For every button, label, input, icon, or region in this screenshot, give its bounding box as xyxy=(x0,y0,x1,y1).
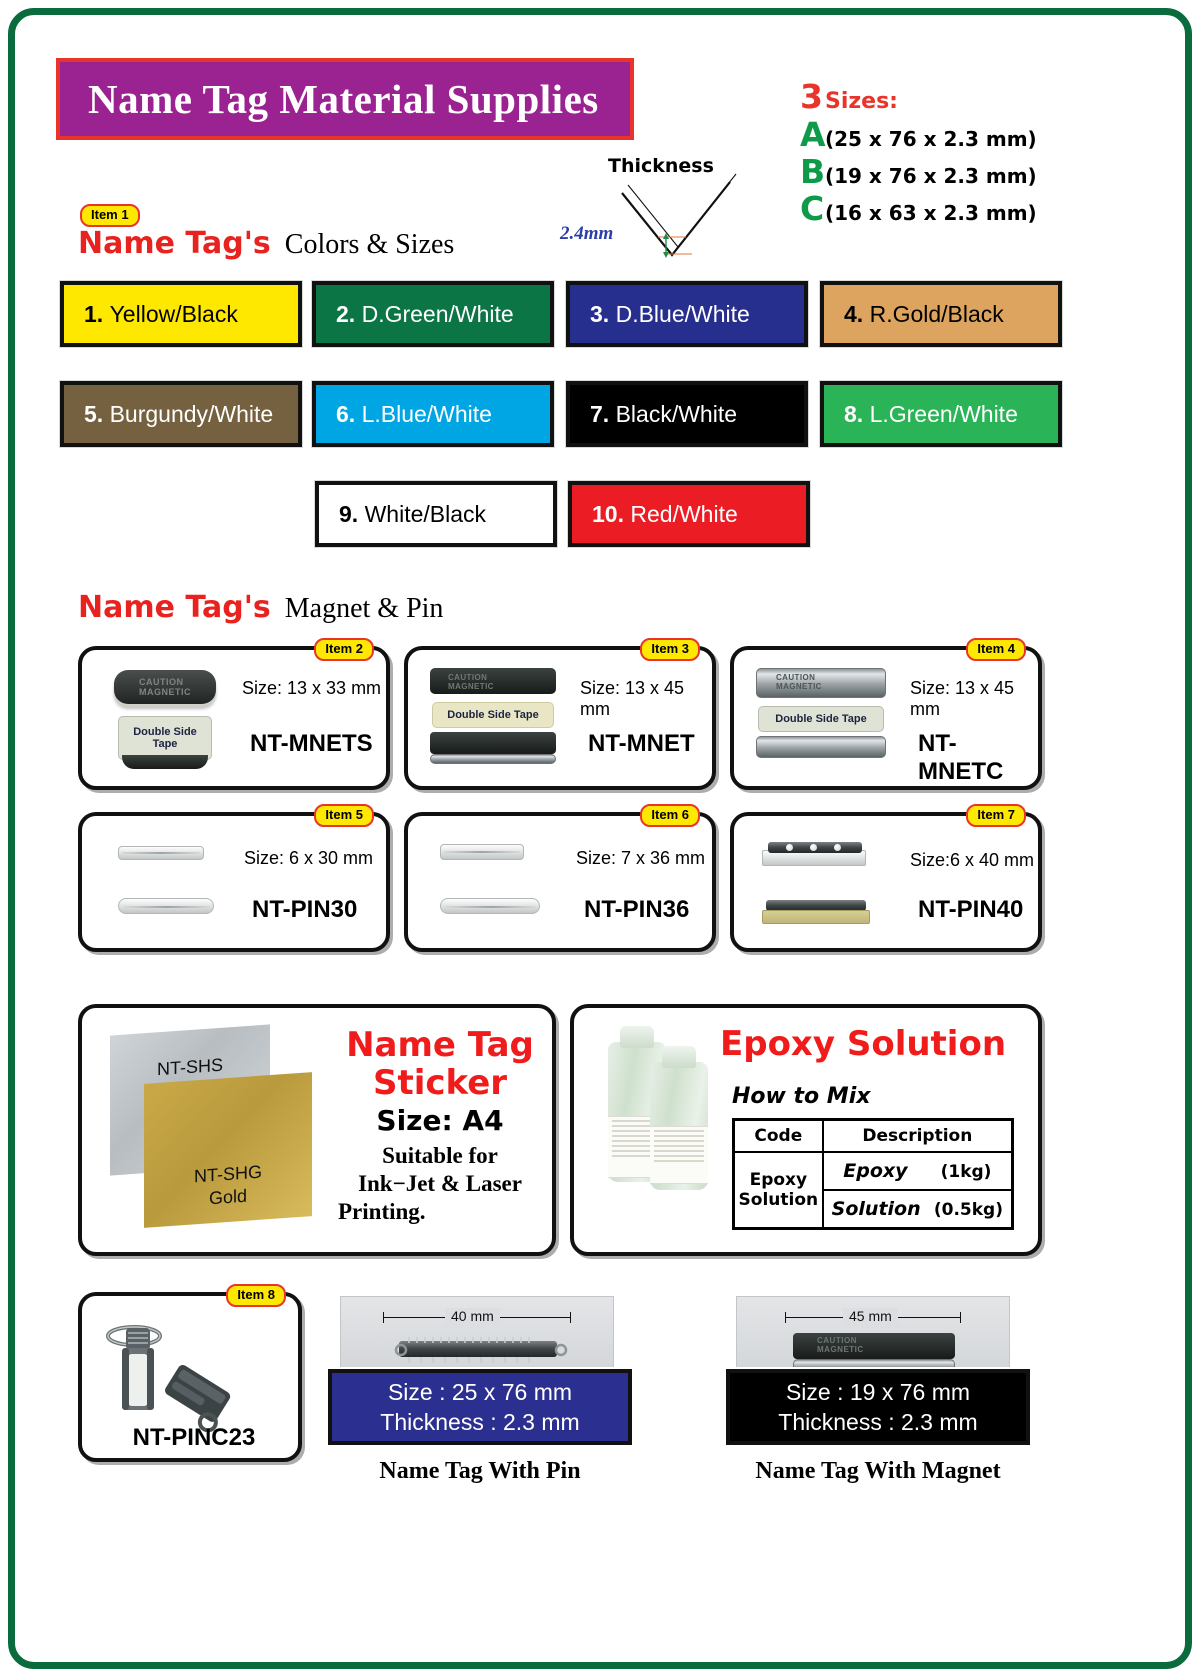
item-badge-7: Item 7 xyxy=(966,804,1026,827)
color-swatch-8[interactable] xyxy=(820,381,1062,447)
magnet-dimension-cap-right xyxy=(960,1312,961,1323)
color-swatch-3[interactable] xyxy=(566,281,808,347)
epoxy-mix-table xyxy=(732,1118,1014,1230)
thickness-diagram xyxy=(560,155,790,265)
product-code-item6: NT-PIN36 xyxy=(584,896,690,923)
product-card-item3[interactable] xyxy=(404,641,716,790)
table-row-epoxy xyxy=(734,1152,1013,1190)
colors-section-heading xyxy=(78,226,454,261)
swatch-num-9: 9. xyxy=(339,500,359,527)
double-side-tape-label-item4: Double Side Tape xyxy=(758,706,884,732)
magnet-panel-caption: Name Tag With Magnet xyxy=(755,1458,1001,1484)
color-swatch-7[interactable] xyxy=(566,381,808,447)
color-swatch-5[interactable] xyxy=(60,381,302,447)
swatch-name-5: Burgundy/White xyxy=(109,400,274,427)
sizes-legend xyxy=(800,77,1090,228)
how-to-mix-label: How to Mix xyxy=(732,1084,871,1109)
swatch-name-2: D.Green/White xyxy=(361,300,514,327)
sticker-note-line1: Suitable for xyxy=(382,1143,498,1168)
magnet-heading-red: Name Tag's xyxy=(78,590,271,625)
sticker-title-line2: Sticker xyxy=(372,1063,508,1104)
size-text-item5: Size: 6 x 30 mm xyxy=(244,848,374,868)
size-text-item7: Size:6 x 40 mm xyxy=(910,850,1035,870)
swatch-name-4: R.Gold/Black xyxy=(869,300,1004,327)
item-badge-3: Item 3 xyxy=(640,638,700,661)
swatch-num-2: 2. xyxy=(336,300,356,327)
sizes-count: 3 xyxy=(800,77,823,116)
swatch-name-10: Red/White xyxy=(630,500,738,527)
swatch-num-4: 4. xyxy=(844,300,864,327)
pin-adhesive-base-item7 xyxy=(762,910,870,924)
item-badge-8: Item 8 xyxy=(226,1284,286,1307)
magnet-base-item4 xyxy=(756,736,886,758)
pin-needle2-item6 xyxy=(446,906,536,908)
pin-spec-thickness: Thickness : 2.3 mm xyxy=(380,1409,580,1435)
pin-dimension-cap-right xyxy=(570,1312,571,1323)
color-swatch-4[interactable] xyxy=(820,281,1062,347)
swatch-name-7: Black/White xyxy=(615,400,738,427)
size-letter-c: C xyxy=(800,189,825,228)
epoxy-title: Epoxy Solution xyxy=(720,1024,1007,1064)
sizes-label: Sizes: xyxy=(824,89,898,114)
pin-dimension-text: 40 mm xyxy=(451,1308,494,1324)
size-letter-b: B xyxy=(800,152,826,191)
size-text-item4: Size: 13 x 45 mm xyxy=(910,678,1015,719)
pin-needle2-item5 xyxy=(124,906,210,908)
sticker-gold-code: NT-SHG xyxy=(193,1161,262,1187)
pin-dot-1-item7 xyxy=(786,844,793,851)
swatch-name-1: Yellow/Black xyxy=(109,300,238,327)
product-code-item5: NT-PIN30 xyxy=(252,896,358,923)
pin-panel-caption: Name Tag With Pin xyxy=(379,1458,581,1484)
sticker-gold-name: Gold xyxy=(208,1185,247,1208)
product-card-item4[interactable] xyxy=(730,641,1042,790)
item-badge-5-wrap xyxy=(314,804,374,827)
swatch-num-6: 6. xyxy=(336,400,356,427)
item1-badge-wrap xyxy=(80,204,140,227)
size-option-b xyxy=(800,152,1090,191)
sizes-heading xyxy=(800,77,1090,116)
item-badge-8-wrap xyxy=(226,1284,286,1307)
magnet-image-item2: CAUTION MAGNETIC xyxy=(114,670,216,704)
table-cell-code: Epoxy Solution xyxy=(734,1152,823,1229)
epoxy-bottle-cap-2 xyxy=(662,1046,696,1068)
table-cell-desc-epoxy xyxy=(823,1152,1013,1190)
colors-heading-black: Colors & Sizes xyxy=(284,229,455,260)
sticker-title-line1: Name Tag xyxy=(346,1025,534,1065)
pin-needle-item5 xyxy=(122,852,200,854)
product-card-item6[interactable] xyxy=(404,807,716,952)
page-title: Name Tag Material Supplies xyxy=(88,76,599,122)
magnet-base-item2 xyxy=(122,755,208,769)
swatch-name-3: D.Blue/White xyxy=(615,300,750,327)
item-badge-7-wrap xyxy=(966,804,1026,827)
color-swatch-10[interactable] xyxy=(568,481,810,547)
amount-solution: (0.5kg) xyxy=(933,1200,1003,1220)
size-text-item6: Size: 7 x 36 mm xyxy=(576,848,706,868)
size-dims-c: (16 x 63 x 2.3 mm) xyxy=(825,201,1037,225)
product-card-item2[interactable] xyxy=(78,641,390,790)
item-badge-1: Item 1 xyxy=(80,204,140,227)
table-header-description: Description xyxy=(823,1120,1013,1153)
swatch-num-3: 3. xyxy=(590,300,610,327)
sticker-silver-code: NT-SHS xyxy=(156,1054,223,1080)
product-code-item7: NT-PIN40 xyxy=(918,896,1024,923)
table-header-row xyxy=(734,1120,1013,1153)
size-option-a xyxy=(800,115,1090,154)
magnet-base-item3 xyxy=(430,732,556,754)
pin-needle-item6 xyxy=(444,851,520,853)
magnet-dimension-text-wrap xyxy=(843,1308,898,1326)
swatch-num-5: 5. xyxy=(84,400,104,427)
magnet-photo-caution-text: CAUTION MAGNETIC xyxy=(817,1336,864,1354)
magnet-dimension-cap-left xyxy=(785,1312,786,1323)
sticker-note-line3: Printing. xyxy=(338,1199,426,1225)
product-card-sticker[interactable] xyxy=(78,1004,556,1256)
pin-spec-size: Size : 25 x 76 mm xyxy=(387,1378,573,1405)
item-badge-4: Item 4 xyxy=(966,638,1026,661)
item-badge-2-wrap xyxy=(314,638,374,661)
swatch-name-6: L.Blue/White xyxy=(361,400,492,427)
thickness-label: Thickness xyxy=(608,155,714,177)
thickness-vshape-icon xyxy=(560,155,790,265)
pin-spec-box xyxy=(328,1369,632,1445)
desc-solution: Solution xyxy=(831,1198,921,1220)
size-dims-b: (19 x 76 x 2.3 mm) xyxy=(825,164,1037,188)
pin-dimension-text-wrap xyxy=(445,1308,500,1326)
product-card-item7[interactable] xyxy=(730,807,1042,952)
size-option-c xyxy=(800,189,1090,228)
desc-epoxy: Epoxy xyxy=(843,1160,908,1182)
magnet-pin-section-heading xyxy=(78,590,443,625)
magnet-heading-black: Magnet & Pin xyxy=(284,593,444,624)
double-side-tape-label-item2: Double Side Tape xyxy=(118,716,212,760)
colors-heading-red: Name Tag's xyxy=(78,226,271,261)
pin-dot-3-item7 xyxy=(834,844,841,851)
double-side-tape-label-item3: Double Side Tape xyxy=(432,702,554,728)
item-badge-4-wrap xyxy=(966,638,1026,661)
size-text-item3: Size: 13 x 45 mm xyxy=(580,678,685,719)
product-code-item2: NT-MNETS xyxy=(250,730,373,757)
magnet-spec-size: Size : 19 x 76 mm xyxy=(785,1378,971,1405)
product-card-item5[interactable] xyxy=(78,807,390,952)
swatch-num-1: 1. xyxy=(84,300,104,327)
sticker-size: Size: A4 xyxy=(376,1104,504,1137)
product-card-epoxy[interactable] xyxy=(570,1004,1042,1256)
sticker-note xyxy=(330,1142,550,1226)
page-title-banner xyxy=(56,58,634,140)
size-text-item2: Size: 13 x 33 mm xyxy=(242,678,382,698)
swatch-num-8: 8. xyxy=(844,400,864,427)
table-cell-desc-solution xyxy=(823,1190,1013,1229)
sticker-note-line2: Ink−Jet & Laser xyxy=(358,1171,522,1197)
size-letter-a: A xyxy=(800,115,826,154)
item-badge-2: Item 2 xyxy=(314,638,374,661)
pin-photo-teeth-icon xyxy=(391,1335,571,1365)
pin-clip-icon xyxy=(100,1314,240,1440)
table-header-code: Code xyxy=(734,1120,823,1153)
magnet-dimension-text: 45 mm xyxy=(849,1308,892,1324)
magnet-spec-thickness: Thickness : 2.3 mm xyxy=(778,1409,978,1435)
item-badge-6-wrap xyxy=(640,804,700,827)
product-card-item8[interactable] xyxy=(78,1287,302,1462)
magnet-spec-box xyxy=(726,1369,1030,1445)
pin-dimension-cap-left xyxy=(383,1312,384,1323)
swatch-name-9: White/Black xyxy=(364,500,487,527)
item-badge-6: Item 6 xyxy=(640,804,700,827)
swatch-num-10: 10. xyxy=(592,500,624,527)
sticker-title xyxy=(334,1026,546,1102)
color-swatch-6[interactable] xyxy=(312,381,554,447)
pin-dot-2-item7 xyxy=(810,844,817,851)
item-badge-5: Item 5 xyxy=(314,804,374,827)
swatch-name-8: L.Green/White xyxy=(869,400,1018,427)
product-code-item4: NT-MNETC xyxy=(918,730,1004,785)
color-swatch-2[interactable] xyxy=(312,281,554,347)
amount-epoxy: (1kg) xyxy=(940,1162,992,1182)
item-badge-3-wrap xyxy=(640,638,700,661)
product-code-item8: NT-PINC23 xyxy=(132,1424,256,1451)
epoxy-bottle-label-2 xyxy=(650,1126,708,1184)
sticker-sheet-gold xyxy=(144,1072,312,1228)
product-code-item3: NT-MNET xyxy=(588,730,695,757)
magnet-strip-item3 xyxy=(430,754,556,764)
magnet-caution-text-item4: CAUTION MAGNETIC xyxy=(776,673,822,691)
color-swatch-1[interactable] xyxy=(60,281,302,347)
color-swatch-9[interactable] xyxy=(315,481,557,547)
thickness-value: 2.4mm xyxy=(560,223,614,244)
epoxy-bottle-cap-1 xyxy=(620,1026,654,1048)
magnet-caution-text-item3: CAUTION MAGNETIC xyxy=(448,673,494,691)
size-dims-a: (25 x 76 x 2.3 mm) xyxy=(825,127,1037,151)
swatch-num-7: 7. xyxy=(590,400,610,427)
